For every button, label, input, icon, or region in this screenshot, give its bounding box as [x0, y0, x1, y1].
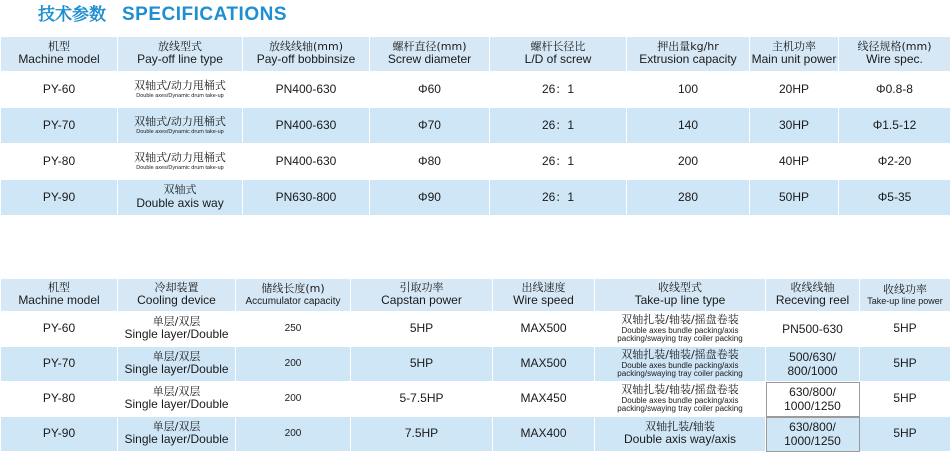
table-row	[1, 108, 950, 144]
cell-capstan: 5-7.5HP	[351, 382, 493, 417]
cell-bobbin: PN630-800	[243, 180, 370, 216]
cell-screw: Φ90	[370, 180, 490, 216]
header-screw-diameter: 螺杆直径(mm) Screw diameter	[370, 37, 490, 72]
header-main-power: 主机功率 Main unit power	[750, 37, 839, 72]
header-capstan-power: 引取功率 Capstan power	[351, 279, 493, 312]
cell-screw: Φ60	[370, 72, 490, 108]
cell-wire: Φ2-20	[839, 144, 950, 180]
cell-takeup-type: 双轴扎装/轴装/摇盘卷装 Double axes bundle packing/axis packing/swaying tray coiler packing	[595, 382, 766, 417]
cell-wire: Φ1.5-12	[839, 108, 950, 144]
cell-reel: 500/630/ 800/1000	[766, 347, 860, 382]
cell-speed: MAX500	[493, 312, 595, 347]
header-cooling-device: 冷却装置 Cooling device	[118, 279, 236, 312]
cell-power: 30HP	[750, 108, 839, 144]
cell-takeup-type: 双轴扎装/轴装/摇盘卷装 Double axes bundle packing/axis packing/swaying tray coiler packing	[595, 347, 766, 382]
cell-power: 50HP	[750, 180, 839, 216]
cell-model: PY-70	[1, 108, 118, 144]
cell-extrusion: 140	[627, 108, 750, 144]
cell-power: 40HP	[750, 144, 839, 180]
cell-accumulator: 250	[236, 312, 351, 347]
cell-ld: 26：1	[490, 180, 627, 216]
cell-cooling: 单层/双层 Single layer/Double	[118, 347, 236, 382]
cell-model: PY-80	[1, 144, 118, 180]
cell-speed: MAX400	[493, 417, 595, 452]
cell-takeup-power: 5HP	[860, 347, 950, 382]
cell-screw: Φ70	[370, 108, 490, 144]
cell-accumulator: 200	[236, 347, 351, 382]
cell-bobbin: PN400-630	[243, 144, 370, 180]
table-row	[1, 180, 950, 216]
cell-capstan: 5HP	[351, 312, 493, 347]
cell-cooling: 单层/双层 Single layer/Double	[118, 382, 236, 417]
cell-ld: 26：1	[490, 108, 627, 144]
cell-takeup-power: 5HP	[860, 417, 950, 452]
section-title	[38, 0, 287, 24]
table-row	[1, 347, 950, 382]
cell-payoff-type: 双轴式/动力甩桶式 Double axes/Dynamic drum take-up	[118, 108, 243, 144]
cell-screw: Φ80	[370, 144, 490, 180]
cell-payoff-type: 双轴式/动力甩桶式 Double axes/Dynamic drum take-up	[118, 72, 243, 108]
cell-model: PY-60	[1, 312, 118, 347]
cell-bobbin: PN400-630	[243, 108, 370, 144]
cell-model: PY-60	[1, 72, 118, 108]
cell-extrusion: 280	[627, 180, 750, 216]
table-row	[1, 382, 950, 417]
cell-takeup-power: 5HP	[860, 312, 950, 347]
header-wire-speed: 出线速度 Wire speed	[493, 279, 595, 312]
header-payoff-bobbin: 放线线轴(mm) Pay-off bobbinsize	[243, 37, 370, 72]
cell-takeup-power: 5HP	[860, 382, 950, 417]
header-ld-screw: 螺杆长径比 L/D of screw	[490, 37, 627, 72]
cell-accumulator: 200	[236, 382, 351, 417]
table-row	[1, 417, 950, 452]
cell-speed: MAX500	[493, 347, 595, 382]
header-accumulator: 储线长度(m) Accumulator capacity	[236, 279, 351, 312]
cell-capstan: 7.5HP	[351, 417, 493, 452]
cell-model: PY-90	[1, 180, 118, 216]
cell-model: PY-90	[1, 417, 118, 452]
cell-reel: 630/800/ 1000/1250	[766, 417, 860, 452]
cell-accumulator: 200	[236, 417, 351, 452]
cell-payoff-type: 双轴式/动力甩桶式 Double axes/Dynamic drum take-up	[118, 144, 243, 180]
cell-cooling: 单层/双层 Single layer/Double	[118, 312, 236, 347]
header-takeup-type: 收线型式 Take-up line type	[595, 279, 766, 312]
cell-wire: Φ5-35	[839, 180, 950, 216]
cell-payoff-type: 双轴式 Double axis way	[118, 180, 243, 216]
cell-capstan: 5HP	[351, 347, 493, 382]
table-row	[1, 312, 950, 347]
header-takeup-power: 收线功率 Take-up line power	[860, 279, 950, 312]
header-machine-model: 机型 Machine model	[1, 37, 118, 72]
cell-extrusion: 100	[627, 72, 750, 108]
cell-model: PY-80	[1, 382, 118, 417]
cell-reel: 630/800/ 1000/1250	[766, 382, 860, 417]
header-extrusion-capacity: 押出量kg/hr Extrusion capacity	[627, 37, 750, 72]
table-header-row	[1, 37, 950, 72]
cell-model: PY-70	[1, 347, 118, 382]
spec-table-extrusion	[0, 36, 950, 216]
cell-ld: 26：1	[490, 144, 627, 180]
header-wire-spec: 线径规格(mm) Wire spec.	[839, 37, 950, 72]
cell-speed: MAX450	[493, 382, 595, 417]
cell-takeup-type: 双轴扎装/轴装/摇盘卷装 Double axes bundle packing/axis packing/swaying tray coiler packing	[595, 312, 766, 347]
section-title-cn: 技术参数	[38, 0, 106, 25]
cell-cooling: 单层/双层 Single layer/Double	[118, 417, 236, 452]
header-receiving-reel: 收线线轴 Receving reel	[766, 279, 860, 312]
cell-ld: 26：1	[490, 72, 627, 108]
spec-table-takeup	[0, 278, 950, 452]
header-payoff-type: 放线型式 Pay-off line type	[118, 37, 243, 72]
cell-wire: Φ0.8-8	[839, 72, 950, 108]
cell-power: 20HP	[750, 72, 839, 108]
table-header-row	[1, 279, 950, 312]
section-title-en: SPECIFICATIONS	[122, 4, 287, 26]
header-machine-model: 机型 Machine model	[1, 279, 118, 312]
table-row	[1, 72, 950, 108]
table-row	[1, 144, 950, 180]
cell-takeup-type: 双轴扎装/轴装 Double axis way/axis	[595, 417, 766, 452]
cell-extrusion: 200	[627, 144, 750, 180]
cell-bobbin: PN400-630	[243, 72, 370, 108]
cell-reel: PN500-630	[766, 312, 860, 347]
